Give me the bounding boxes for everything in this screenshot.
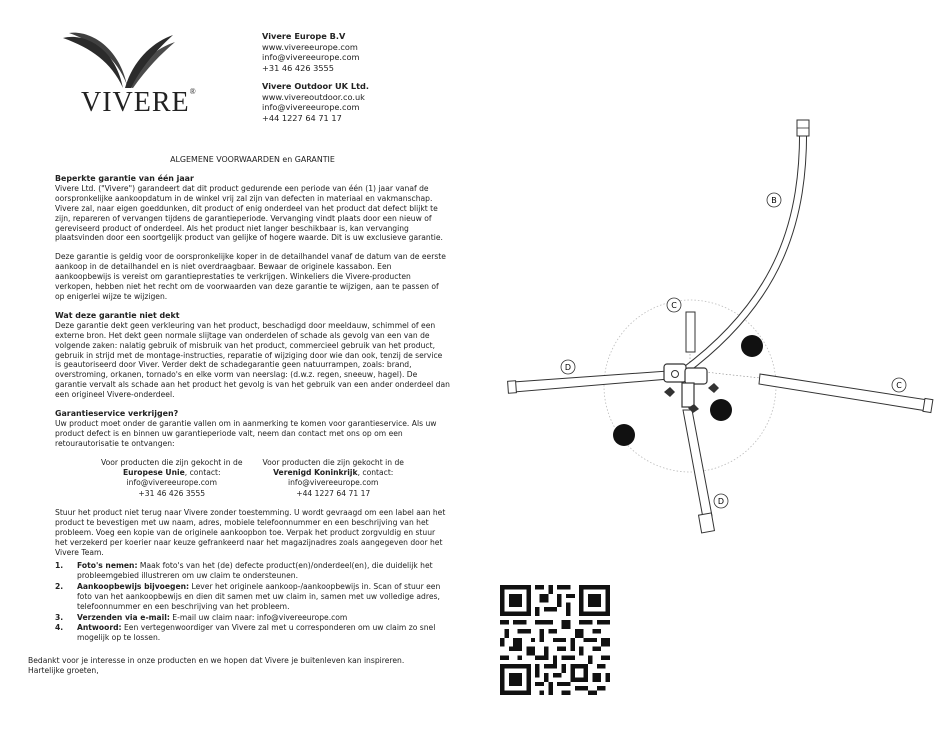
doc-title: ALGEMENE VOORWAARDEN en GARANTIE [170,155,335,164]
pole-c-top [686,312,695,352]
section-heading-service: Garantieservice verkrijgen? [55,409,179,419]
contact-block-uk: Vivere Outdoor UK Ltd. www.vivereoutdoor.co.uk info@vivereeurope.com +44 1227 64 71 17 [262,81,369,123]
contact-block-eu: Vivere Europe B.V www.vivereeurope.com info@vivereeurope.com +31 46 426 3555 [262,31,360,73]
list-item: 3. Verzenden via e-mail: E-mail uw claim naar: info@vivereeurope.com [55,612,348,622]
pole-d-left [508,371,669,393]
svg-text:C: C [671,301,677,310]
label-b [767,193,781,207]
list-item: 4. Antwoord: Een vertegenwoordiger van Vivere zal met u corresponderen om uw claim zo snel mogelijk op te lossen. [55,623,436,643]
logo-swoosh-icon [61,30,176,90]
list-item: 2. Aankoopbewijs bijvoegen: Lever het originele aankoop-/aankoopbewijs in. Scan of stuur een foto van het aankoopbewijs en dien dit samen met uw claim in, samen met uw volledige adres, telefoonnummer en een beschrijving van het probleem. [55,581,441,611]
paragraph: Deze garantie dekt geen verkleuring van het product, beschadigd door meeldauw, schimmel of een externe bron. Het dekt geen normale slijtage van onderdelen of schade als gevolg van een van de volgende zaken: nalatig gebruik of misbruik van het product, commercieel gebruik van het product, gebruik in strijd met de montage-instructies, reparatie of wijziging door wie dan ook, tenzij de service is geautoriseerd door Viver. Verder dekt de schadegarantie geen natuurrampen, zoals: brand, overstroming, orkanen, tornado's en elke vorm van neerslag: (d.w.z. regen, sneeuw, hagel). De garantie vervalt als schade aan het product het gevolg is van het gebruik van een ander onderdeel dan een origineel Vivere-onderdeel. [55,320,450,400]
warranty-text [55,174,450,558]
marker-dot [710,399,732,421]
steps-list [55,561,450,644]
pole-c-right [759,374,933,413]
label-d-left [561,360,575,374]
list-item: 1. Foto's nemen: Maak foto's van het (de) defecte product(en)/onderdeel(en), die duidelijk het probleemgebied illustreren om uw claim te ondersteunen. [55,561,433,580]
contact-column-uk: Voor producten die zijn gekocht in de Verenigd Koninkrijk, contact: info@vivereeurope.com +44 1227 64 71 17 [262,457,404,498]
marker-dot [741,335,763,357]
contact-columns [55,458,450,500]
marker-dot [613,424,635,446]
assembly-diagram [470,110,940,550]
svg-text:C: C [896,381,902,390]
label-c-right [892,378,906,392]
section-heading-limited-warranty: Beperkte garantie van één jaar [55,174,194,183]
section-heading-not-covered: Wat deze garantie niet dekt [55,310,180,320]
paragraph: Vivere Ltd. ("Vivere") garandeert dat dit product gedurende een periode van één (1) jaar vanaf de oorspronkelijke aankoopdatum in de winkel vrij zal zijn van defecten in materiaal en vakmanschap. Vivere zal, naar eigen goeddunken, dit product of enig onderdeel van het product dat defect blijkt te zijn, repareren of vervangen tijdens de garantieperiode. Vervanging vindt plaats door een nieuw of gereviseerd product of onderdeel. Als het product niet langer beschikbaar is, kan vervanging plaatsvinden door een soortgelijk product van gelijke of hogere waarde. Dit is uw exclusieve garantie. [55,183,443,243]
contact-column-eu: Voor producten die zijn gekocht in de Europese Unie, contact: info@vivereeurope.com +31 46 426 3555 [101,457,243,498]
pole-d-bottom [683,410,714,533]
closing-text: Bedankt voor je interesse in onze producten en we hopen dat Vivere je buitenleven kan inspireren. Hartelijke groeten, [28,656,405,675]
brand-logo [55,30,215,120]
paragraph: Deze garantie is geldig voor de oorspronkelijke koper in de detailhandel vanaf de datum van de eerste aankoop in de detailhandel en is niet overdraagbaar. Bewaar de originele kassabon. Een aankoopbewijs is vereist om garantieprestaties te verkrijgen. Winkeliers die Vivere-producten verkopen, hebben niet het recht om de voorwaarden van deze garantie te wijzigen, aan te passen of op enigerlei wijze te wijzigen. [55,252,446,301]
svg-text:D: D [564,363,572,372]
svg-text:B: B [771,196,777,205]
label-c-top [667,298,681,312]
hub-connector [664,364,719,413]
paragraph: Stuur het product niet terug naar Vivere zonder toestemming. U wordt gevraagd om een label aan het product te bevestigen met uw naam, adres, mobiele telefoonnummer en een beschrijving van het probleem. Voeg een kopie van de originele aankoopbon toe. Verpak het product zorgvuldig en stuur het verzekerd per koerier naar keuze gefrankeerd naar het magazijnadres zoals aangegeven door het Vivere Team. [55,508,446,557]
svg-text:D: D [717,497,725,506]
label-d-bottom [714,494,728,508]
qr-code-icon[interactable] [500,585,610,695]
paragraph: Uw product moet onder de garantie vallen om in aanmerking te komen voor garantieservice. Als uw product defect is en binnen uw garantieperiode valt, neem dan contact met ons op om een retourautorisatie te ontvangen: [55,418,437,448]
brand-name: VIVERE® [81,87,197,118]
